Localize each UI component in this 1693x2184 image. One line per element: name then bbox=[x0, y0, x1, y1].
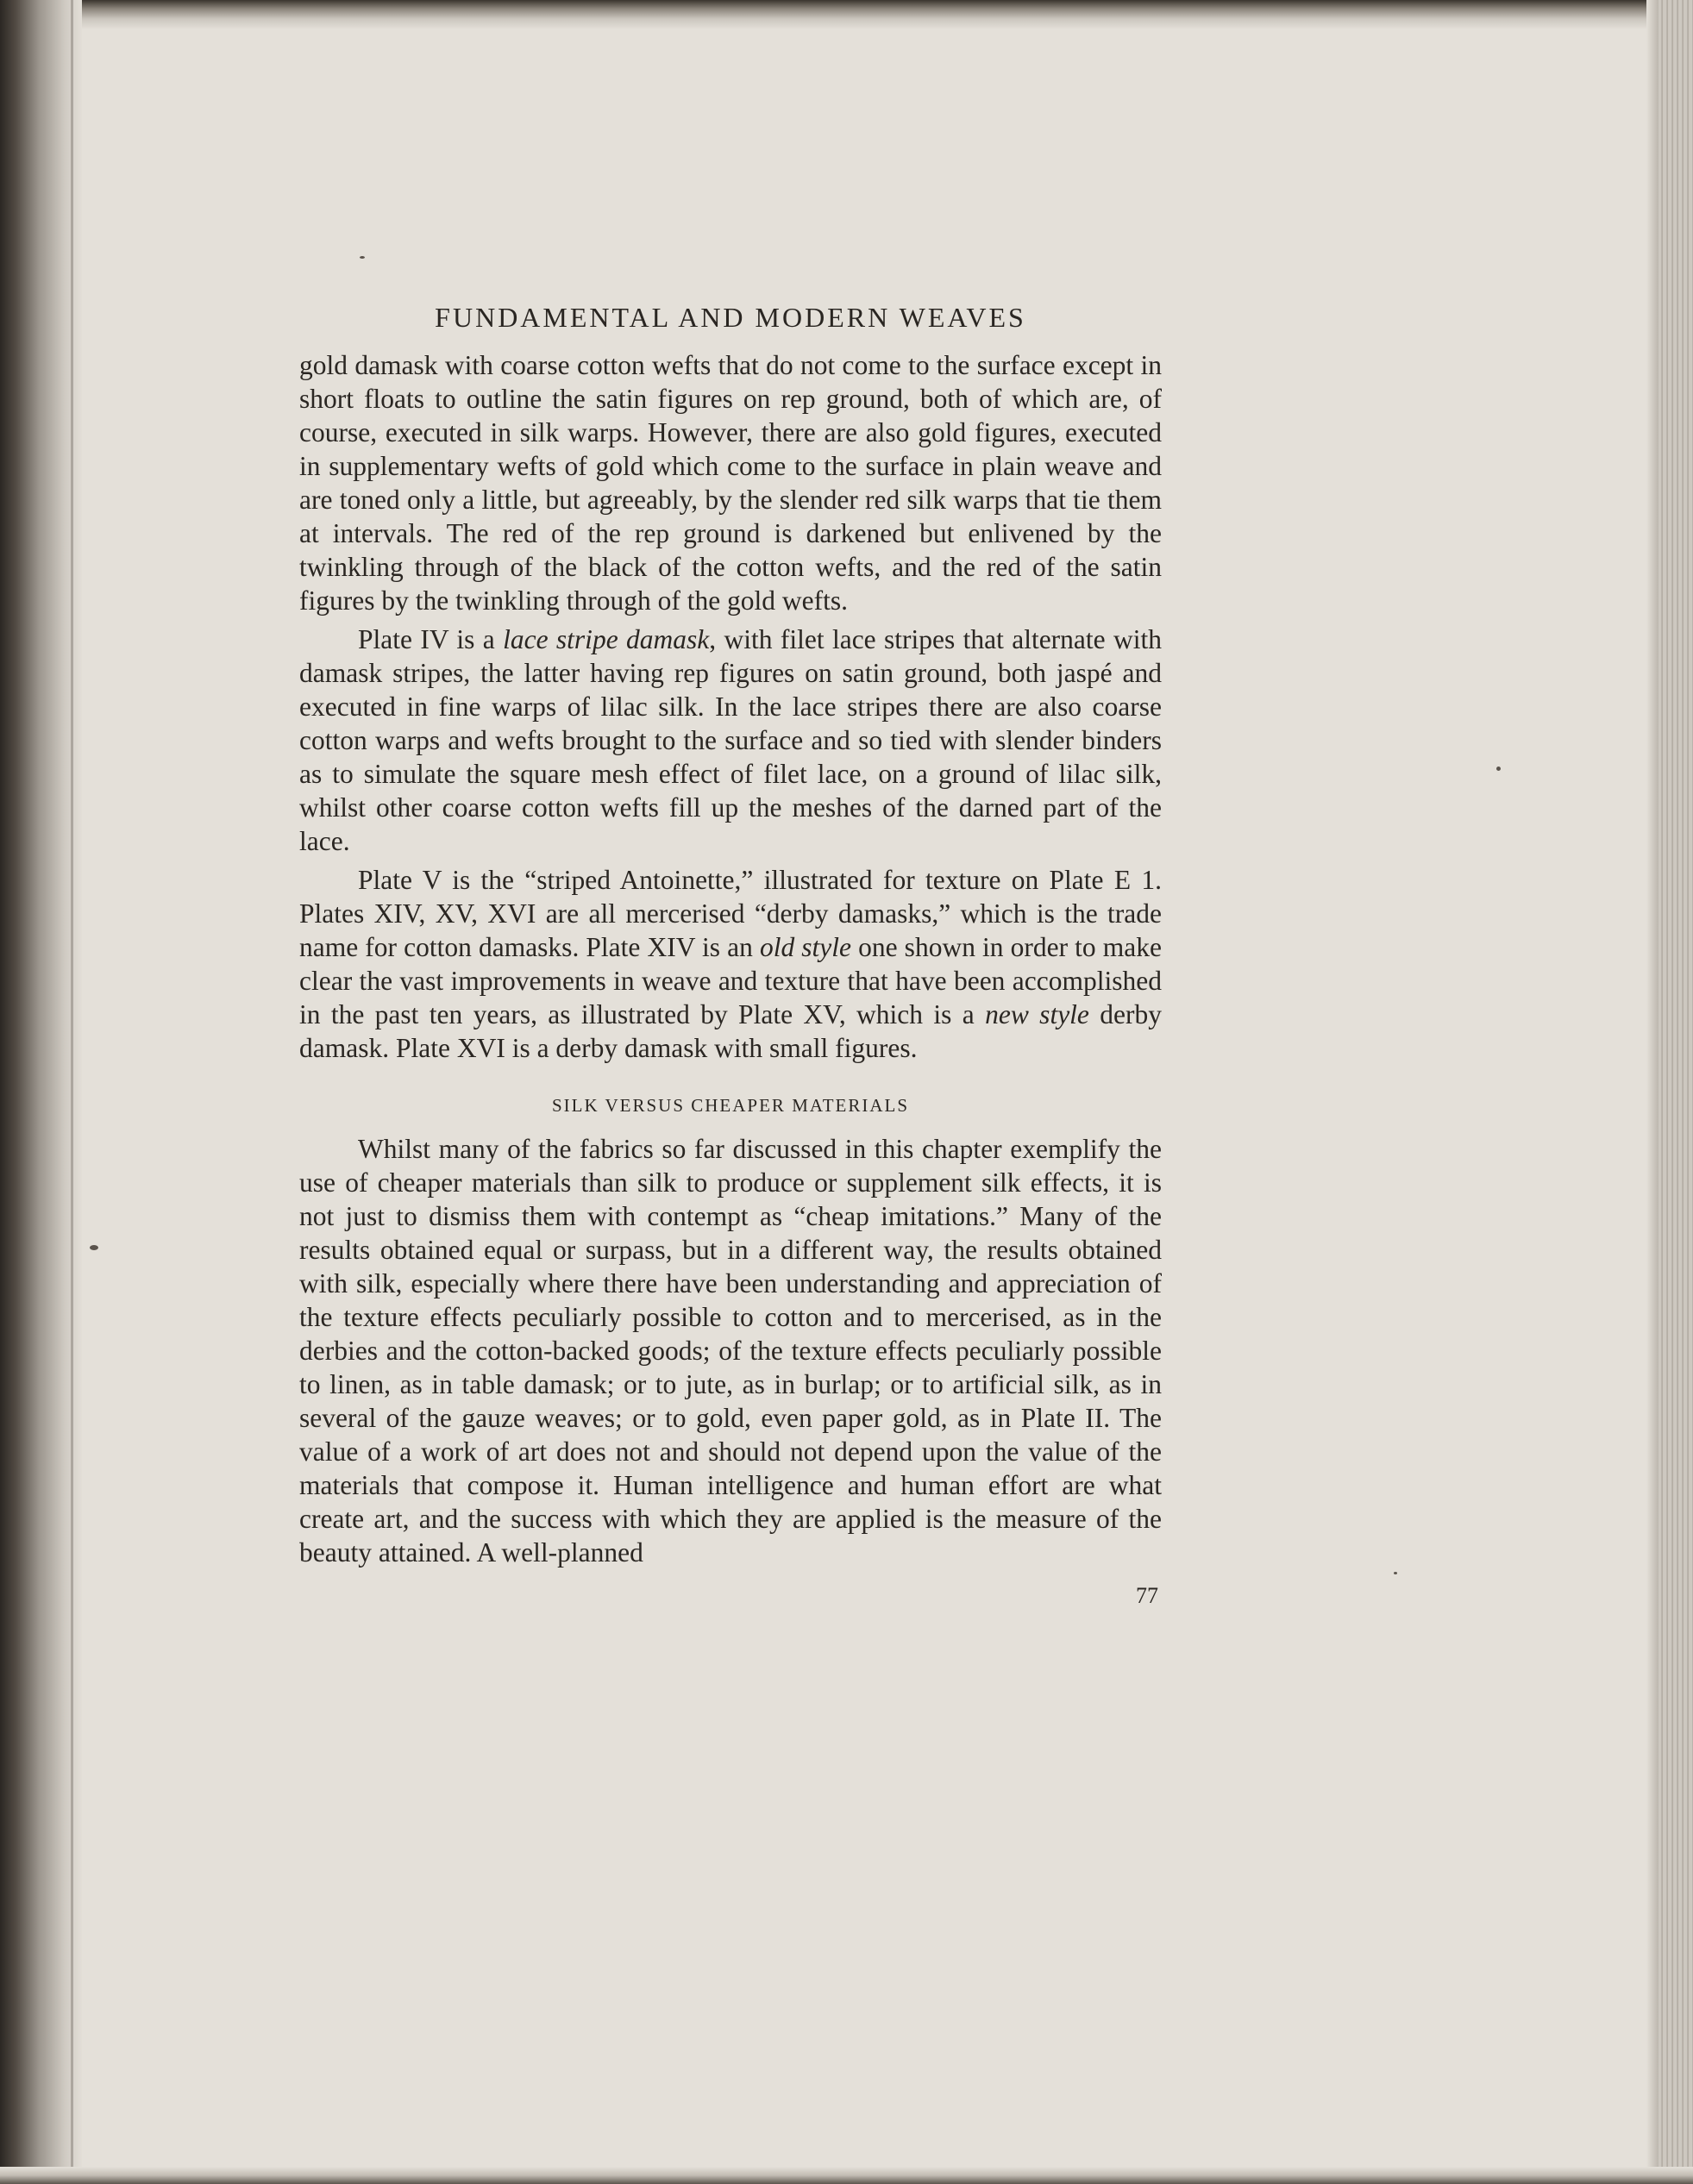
paragraph-1: gold damask with coarse cotton wefts that do not come to the surface except in short floats to outline the satin figures on rep ground, both of which are, of course, executed in silk warps. However, there are also gold figures, executed in supplementary wefts of gold which come to the surface in plain weave and are toned only a little, but agreeably, by the slender red silk warps that tie them at intervals. The red of the rep ground is darkened but enlivened by the twinkling through of the black of the cotton wefts, and the red of the satin figures by the twinkling through of the gold wefts. bbox=[299, 350, 1162, 616]
paper-speck bbox=[360, 256, 365, 259]
paragraph-3-italic: new style bbox=[985, 999, 1089, 1029]
page-text-block bbox=[299, 298, 1162, 1611]
paper-speck bbox=[90, 1245, 98, 1250]
paragraph-3-text: derby damask. Plate XVI is a derby damask with small figures. bbox=[299, 999, 1162, 1063]
paragraph-3-text: Plate V is the “striped Antoinette,” illustrated for texture on Plate E 1. Plates XIV, XV, XVI are all mercerised “derby damasks,” which is the trade name for cotton damasks. Plate XIV is an bbox=[299, 865, 1162, 962]
page-number: 77 bbox=[1136, 1583, 1158, 1608]
paragraph-3-text: one shown in order to make clear the vast improvements in weave and texture that have been accomplished in the past ten years, as illustrated by Plate XV, which is a bbox=[299, 932, 1162, 1029]
paragraph-2 bbox=[299, 623, 1162, 858]
binding-gutter-line bbox=[71, 0, 73, 2184]
binding-gutter-shadow bbox=[0, 0, 82, 2184]
paragraph-4: Whilst many of the fabrics so far discussed in this chapter exemplify the use of cheaper materials than silk to produce or supplement silk effects, it is not just to dismiss them with contempt as “cheap imitations.” Many of the results obtained equal or surpass, but in a different way, the results obtained with silk, especially where there have been understanding and appreciation of the texture effects peculiarly possible to cotton and to mercerised, as in the derbies and the cotton-backed goods; of the texture effects peculiarly possible to linen, as in table damask; or to jute, as in burlap; or to artificial silk, as in several of the gauze weaves; or to gold, even paper gold, as in Plate II. The value of a work of art does not and should not depend upon the value of the materials that compose it. Human intelligence and human effort are what create art, and the success with which they are applied is the measure of the beauty attained. A well-planned bbox=[299, 1134, 1162, 1568]
paragraph-3-italic: old style bbox=[759, 932, 852, 962]
paper-speck bbox=[1394, 1572, 1397, 1574]
page-bottom-edge bbox=[0, 2167, 1693, 2184]
page-stack-right-edge bbox=[1659, 0, 1693, 2184]
page-top-edge bbox=[0, 0, 1693, 29]
paper-speck bbox=[1496, 767, 1501, 771]
section-heading: SILK VERSUS CHEAPER MATERIALS bbox=[551, 1095, 910, 1116]
paragraph-3 bbox=[299, 863, 1162, 1065]
paragraph-2-text: , with filet lace stripes that alternate with damask stripes, the latter having rep figures on satin ground, both jaspé and executed in fine warps of lilac silk. In the lace stripes there are also coarse cotton warps and wefts brought to the surface and so tied with slender binders as to simulate the square mesh effect of filet lace, on a ground of lilac silk, whilst other coarse cotton wefts fill up the meshes of the darned part of the lace. bbox=[299, 624, 1162, 856]
paragraph-2-italic: lace stripe damask bbox=[503, 624, 710, 654]
paragraph-2-text: Plate IV is a bbox=[358, 624, 504, 654]
page-right-edge-shadow bbox=[1646, 0, 1659, 2184]
running-head: FUNDAMENTAL AND MODERN WEAVES bbox=[435, 302, 1026, 333]
